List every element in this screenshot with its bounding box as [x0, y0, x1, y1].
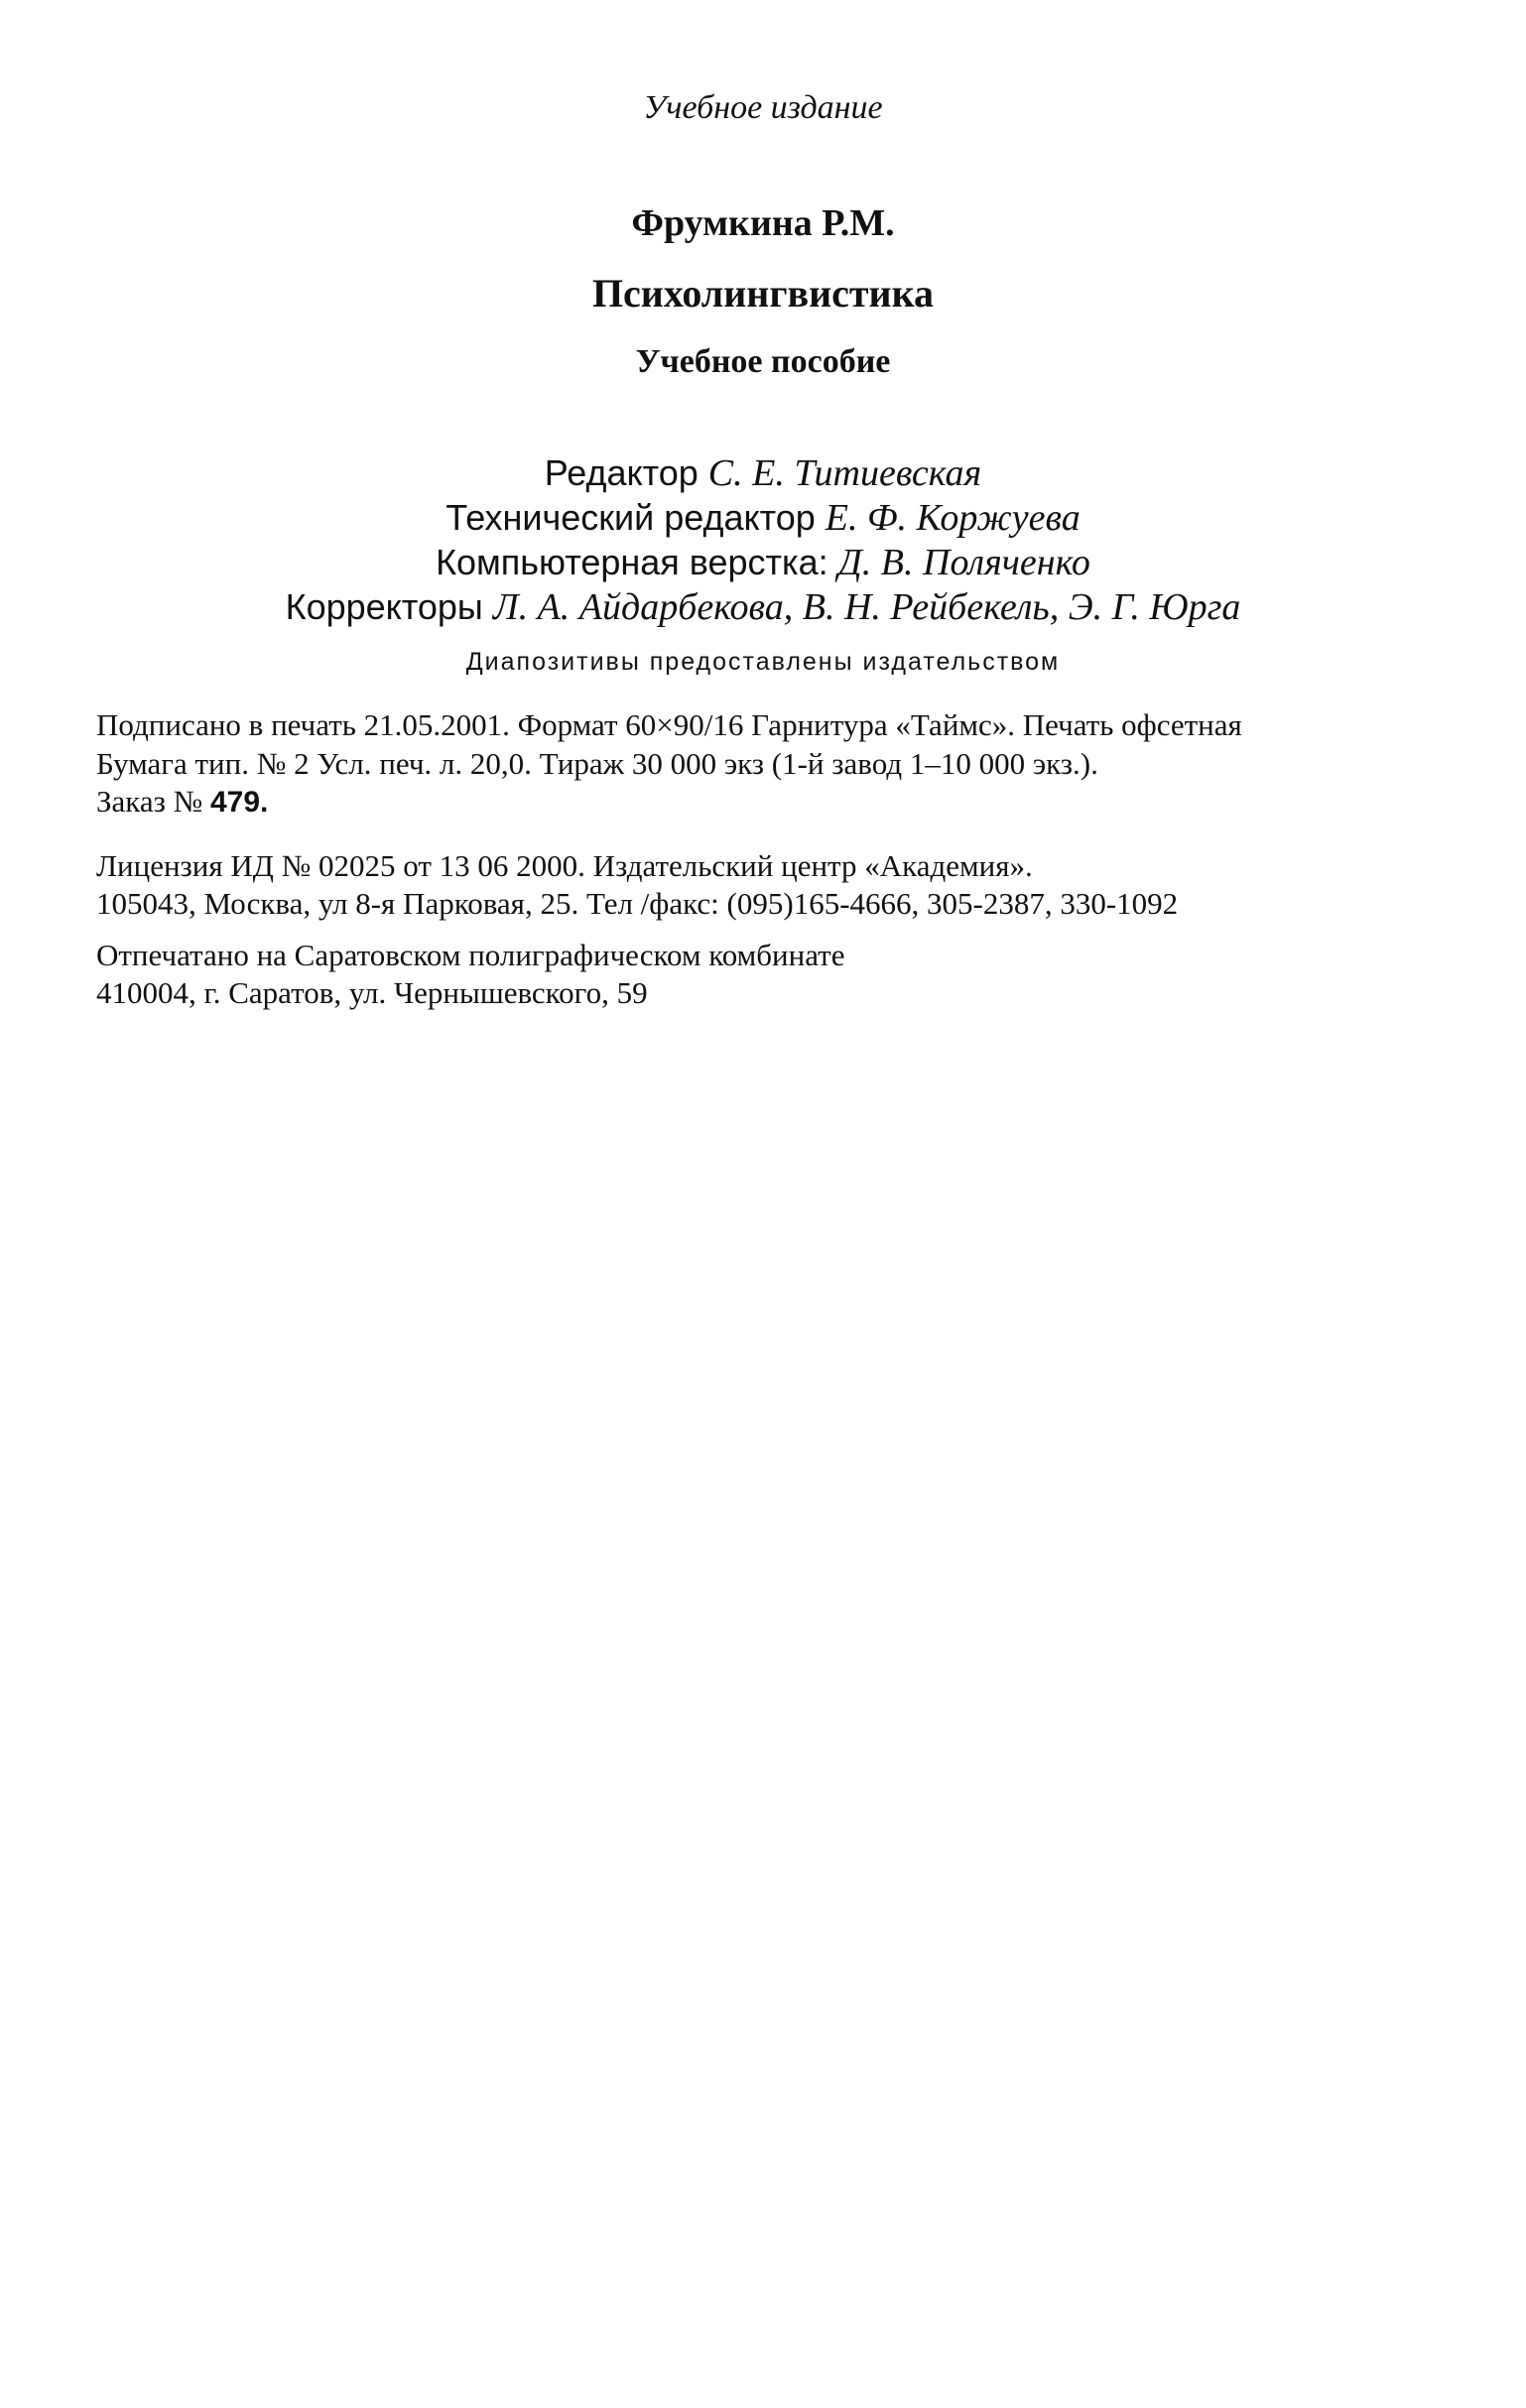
printer-line-2: 410004, г. Саратов, ул. Чернышевского, 59 [96, 975, 648, 1010]
credit-layout [0, 541, 1526, 584]
credit-editor [0, 451, 1526, 495]
credit-layout-name: Д. В. Поляченко [837, 542, 1090, 583]
credit-editor-role: Редактор [544, 452, 699, 493]
license-line-1: Лицензия ИД № 02025 от 13 06 2000. Издательский центр «Академия». [96, 848, 1033, 883]
credit-proofreaders [0, 585, 1526, 629]
printer-line-1: Отпечатано на Саратовском полиграфическом комбинате [96, 938, 845, 972]
book-title: Психолингвистика [591, 271, 935, 316]
book-subtitle: Учебное пособие [635, 343, 891, 380]
print-info-line-2: Бумага тип. № 2 Усл. печ. л. 20,0. Тираж 30 000 экз (1-й завод 1–10 000 экз.). [96, 746, 1098, 781]
edition-type: Учебное издание [643, 89, 883, 126]
credit-editor-name: С. Е. Титиевская [707, 452, 982, 494]
slides-note: Диапозитивы предоставлены издательством [465, 648, 1061, 676]
license-line-2: 105043, Москва, ул 8-я Парковая, 25. Тел /факс: (095)165-4666, 305-2387, 330-1092 [96, 886, 1179, 921]
author-name: Фрумкина Р.М. [631, 202, 895, 244]
order-number: 479. [209, 786, 269, 819]
credit-proofreaders-names: Л. А. Айдарбекова, В. Н. Рейбекель, Э. Г. Юрга [492, 586, 1241, 628]
order-label: Заказ № [96, 784, 203, 819]
print-info-line-1: Подписано в печать 21.05.2001. Формат 60×90/16 Гарнитура «Таймс». Печать офсетная [96, 707, 1242, 742]
credit-tech-editor-name: Е. Ф. Коржуева [825, 497, 1081, 539]
credit-proofreaders-role: Корректоры [285, 586, 483, 627]
order-line [96, 784, 268, 820]
credit-tech-editor [0, 496, 1526, 540]
credit-layout-role: Компьютерная верстка: [436, 542, 828, 582]
credit-tech-editor-role: Технический редактор [445, 497, 816, 538]
